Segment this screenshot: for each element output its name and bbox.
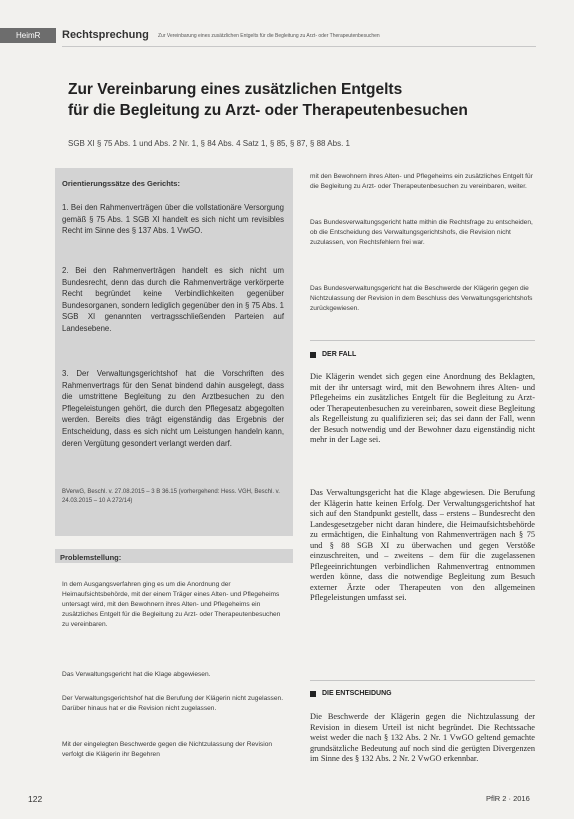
rubric-label: Rechtsprechung xyxy=(62,29,149,41)
guidelines-heading: Orientierungssätze des Gerichts: xyxy=(62,179,180,188)
fall-paragraph-1: Die Klägerin wendet sich gegen eine Anordnung des Beklagten, mit der ihr untersagt wird, mit den Bewohnern ihres Alten- und Pflegeheims ein zusätzliches Entgelt für die Begleitung zu Arzt- oder Therapeutenbesuchen zu vereinbaren, soweit diese Begleitung als Regelleistung zu qualifizieren sei; das sei dann der Fall, wenn der Besuch notwendig und der Bewohner dazu eigenständig nicht mehr in der Lage sei. xyxy=(310,372,535,444)
divider-fall xyxy=(310,340,535,341)
legal-norms: SGB XI § 75 Abs. 1 und Abs. 2 Nr. 1, § 84 Abs. 4 Satz 1, § 85, § 87, § 88 Abs. 1 xyxy=(68,139,350,148)
title-line-2: für die Begleitung zu Arzt- oder Therapeutenbesuchen xyxy=(68,102,468,119)
problem-heading: Problemstellung: xyxy=(60,553,122,562)
decision-source: BVerwG, Beschl. v. 27.08.2015 – 3 B 36.15 (vorhergehend: Hess. VGH, Beschl. v. 24.03.2015 – 10 A 272/14) xyxy=(62,489,280,504)
problem-paragraph-3: Der Verwaltungsgerichtshof hat die Berufung der Klägerin nicht zugelassen. Darüber hinaus hat er die Revision nicht zugelassen. xyxy=(62,695,284,712)
guideline-2: 2. Bei den Rahmenverträgen handelt es sich nicht um Bundesrecht, denn das durch die Rahmenverträge verkörperte Recht begründet keine Verbindlichkeiten gegenüber Bundesorganen, sondern lediglich gegenüber den in § 75 Abs. 1 SGB XI genannten vertragsschließenden Parteien auf Landesebene. xyxy=(62,266,284,333)
right-paragraph-3: Das Bundesverwaltungsgericht hat die Beschwerde der Klägerin gegen die Nichtzulassung der Revision in dem Beschluss des Verwaltungsgerichtshofs zurückgewiesen. xyxy=(310,285,533,312)
problem-paragraph-1: In dem Ausgangsverfahren ging es um die Anordnung der Heimaufsichtsbehörde, mit der einem Träger eines Alten- und Pflegeheims untersagt wird, mit den Bewohnern ihres Alten- und Pflegeheims ein zusätzliches Entgelt für die Begleitung zu Arzt- oder Therapeutenbesuchen zu vereinbaren. xyxy=(62,581,281,628)
journal-reference: PflR 2 · 2016 xyxy=(486,794,530,803)
section-fall-label: DER FALL xyxy=(322,351,357,358)
page-number: 122 xyxy=(28,794,43,804)
square-bullet-icon xyxy=(310,352,316,358)
section-tab: HeimR xyxy=(0,28,56,43)
section-entscheidung-label: DIE ENTSCHEIDUNG xyxy=(322,690,392,697)
problem-paragraph-2: Das Verwaltungsgericht hat die Klage abgewiesen. xyxy=(62,671,211,678)
square-bullet-icon xyxy=(310,691,316,697)
title-line-1: Zur Vereinbarung eines zusätzlichen Entgelts xyxy=(68,81,403,98)
problem-paragraph-4: Mit der eingelegten Beschwerde gegen die Nichtzulassung der Revision verfolgt die Klägerin ihr Begehren xyxy=(62,741,273,758)
section-entscheidung-heading xyxy=(310,690,392,697)
entscheidung-paragraph-1: Die Beschwerde der Klägerin gegen die Nichtzulassung der Revision in diesem Urteil ist nicht begründet. Die Rechtssache weist weder die nach § 132 Abs. 2 Nr. 1 VwGO geltend gemachte grundsätzliche Bedeutung auf noch sind die gerügten Divergenzen im Sinne des § 132 Abs. 2 Nr. 2 VwGO erkennbar. xyxy=(310,712,535,763)
fall-paragraph-2: Das Verwaltungsgericht hat die Klage abgewiesen. Die Berufung der Klägerin hatte keinen Erfolg. Der Verwaltungsgerichtshof hat sich auf den Standpunkt gestellt, dass – erstens – Bundesrecht den Landesgesetzgeber nicht daran hindere, die Heimaufsichtsbehörde zu ermächtigen, die Einhaltung von Rahmenverträgen nach § 75 und § 88 SGB XI zu überwachen und gegen Verstöße einzuschreiten, und – zweitens – dem für die zugelassenen Pflegeeinrichtungen verbindlichen Rahmenvertrag entnommen werden könne, dass die notwendige Begleitung zum Besuch externer Ärzte oder Therapeuten von den allgemeinen Pflegeleistungen umfasst sei. xyxy=(310,488,535,602)
guideline-3: 3. Der Verwaltungsgerichtshof hat die Vorschriften des Rahmenvertrags für den Senat bindend dahin ausgelegt, dass die umstrittene Begleitung zu den Arztbesuchen zu den Pflegeleistungen gehört, die durch den Pflegesatz abgegolten werden. Bereits dies trägt eigenständig das Ergebnis der Entscheidung, dass es sich nicht um Leistungen handeln kann, deren Vergütung gesondert verlangt werden darf. xyxy=(62,369,284,448)
divider-entscheidung xyxy=(310,680,535,681)
right-paragraph-1: mit den Bewohnern ihres Alten- und Pflegeheims ein zusätzliches Entgelt für die Begleitung zu Arzt- oder Therapeutenbesuchen zu vereinbaren, weiter. xyxy=(310,173,533,190)
rubric-description: Zur Vereinbarung eines zusätzlichen Entgelts für die Begleitung zu Arzt- oder Therapeutenbesuchen xyxy=(158,33,380,39)
article-title xyxy=(68,79,538,121)
right-paragraph-2: Das Bundesverwaltungsgericht hatte mithin die Rechtsfrage zu entscheiden, ob die Entscheidung des Verwaltungsgerichtshofs, die Revision nicht zuzulassen, von Rechtsfehlern frei war. xyxy=(310,219,533,246)
guideline-1: 1. Bei den Rahmenverträgen über die vollstationäre Versorgung gemäß § 75 Abs. 1 SGB XI handelt es sich nicht um revisibles Recht im Sinne des § 137 Abs. 1 VwGO. xyxy=(62,203,284,236)
section-fall-heading xyxy=(310,351,356,358)
header-divider xyxy=(62,46,536,47)
